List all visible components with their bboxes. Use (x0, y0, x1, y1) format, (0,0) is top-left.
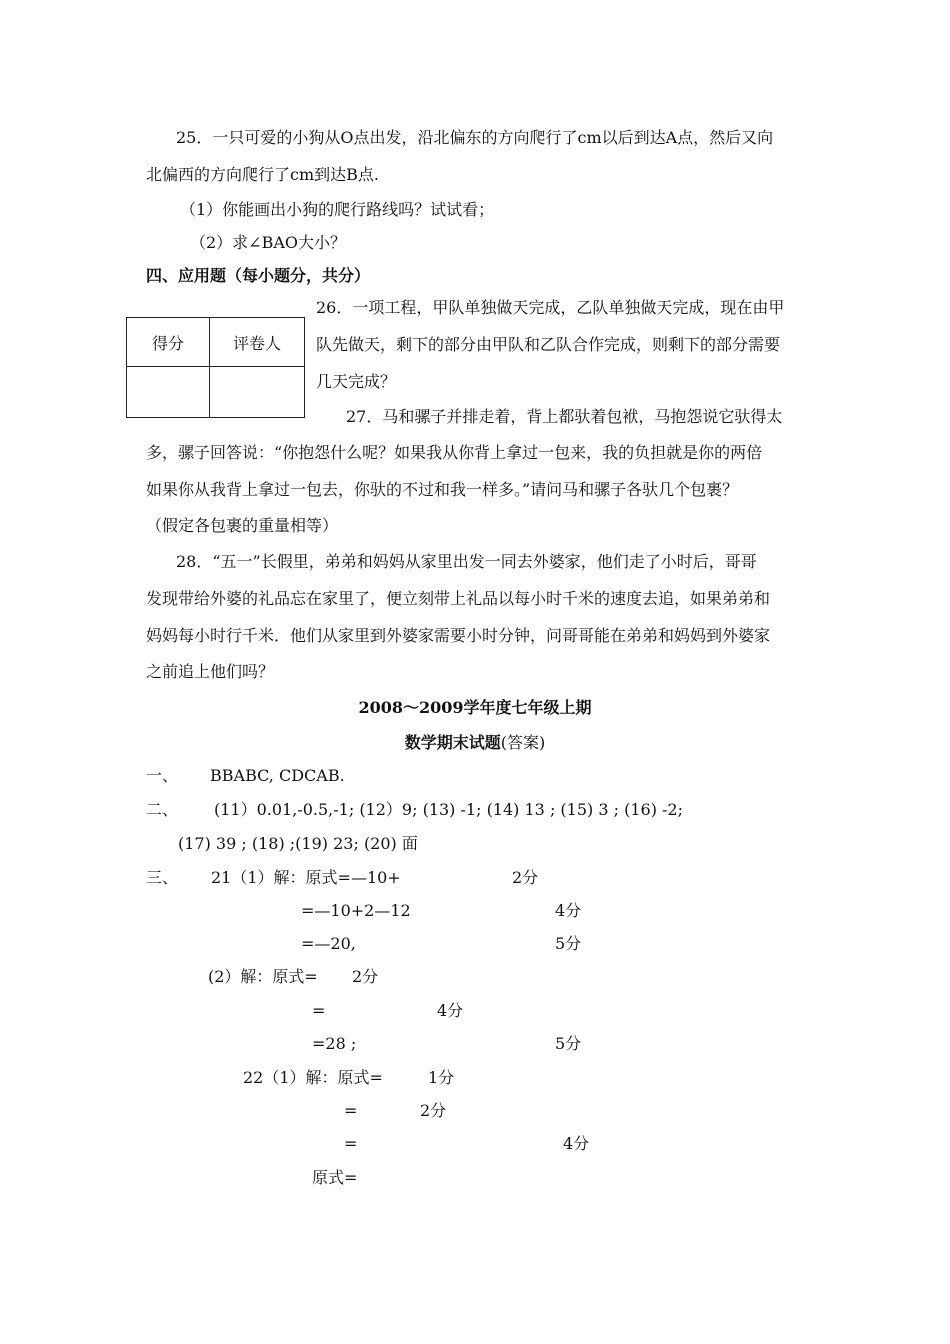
q25-line2: 北偏西的方向爬行了cm到达B点. (146, 165, 379, 184)
answer-subtitle (0, 733, 950, 753)
ans3-expr-4: (2）解：原式= (208, 967, 318, 986)
answer-subtitle-tail: (答案) (500, 733, 546, 752)
q25-sub2: （2）求∠BAO大小？ (190, 233, 347, 252)
ans2-num: 二、 (146, 800, 179, 819)
ans2-line2: (17) 39 ; (18) ;(19) 23; (20) 面 (178, 834, 418, 853)
q27-line2: 多，骡子回答说：“你抱怨什么呢？如果我从你背上拿过一包来，我的负担就是你的两倍 (146, 443, 763, 462)
ans3-num: 三、 (146, 868, 179, 887)
ans3-expr-1: 21（1）解：原式=—10+ (211, 868, 401, 887)
ans3-expr-10: 原式= (312, 1168, 358, 1187)
q27-line1: 27．马和骡子并排走着，背上都驮着包袱，马抱怨说它驮得太 (346, 407, 783, 426)
answer-title: 2008～2009学年度七年级上期 (358, 698, 592, 717)
ans3-score-2: 4分 (555, 901, 582, 920)
answer-subtitle-bold: 数学期末试题 (404, 733, 501, 752)
ans3-expr-2: =—10+2—12 (301, 901, 411, 920)
ans3-score-5: 4分 (437, 1001, 464, 1020)
q27-line4: （假定各包裹的重量相等） (146, 516, 339, 535)
ans1-num: 一、 (146, 766, 179, 785)
ans3-expr-9: = (344, 1134, 358, 1153)
q26-line1: 26．一项工程，甲队单独做天完成，乙队单独做天完成，现在由甲 (316, 298, 785, 317)
q28-line4: 之前追上他们吗？ (146, 662, 275, 681)
ans3-expr-7: 22（1）解：原式= (243, 1068, 383, 1087)
ans1-text: BBABC, CDCAB. (210, 766, 345, 785)
q26-line2: 队先做天，剩下的部分由甲队和乙队合作完成，则剩下的部分需要 (316, 335, 781, 354)
ans3-expr-8: = (344, 1101, 358, 1120)
q25-sub1: （1）你能画出小狗的爬行路线吗？试试看； (180, 200, 495, 219)
ans3-expr-6: =28 ; (312, 1034, 357, 1053)
q27-line3: 如果你从我背上拿过一包去，你驮的不过和我一样多。”请问马和骡子各驮几个包裹？ (146, 480, 739, 499)
q25-line1: 25．一只可爱的小狗从O点出发，沿北偏东的方向爬行了cm以后到达A点，然后又向 (176, 128, 774, 147)
score-table (126, 317, 305, 418)
ans3-expr-5: = (312, 1001, 326, 1020)
grader-cell (210, 367, 305, 418)
q26-line3: 几天完成？ (316, 372, 397, 391)
score-header: 得分 (127, 318, 210, 367)
ans3-score-3: 5分 (555, 934, 582, 953)
q28-line3: 妈妈每小时行千米．他们从家里到外婆家需要小时分钟，问哥哥能在弟弟和妈妈到外婆家 (146, 626, 771, 645)
ans3-score-7: 1分 (428, 1068, 455, 1087)
ans3-score-4: 2分 (352, 967, 379, 986)
section-title: 四、应用题（每小题分，共分） (146, 266, 371, 285)
grader-header: 评卷人 (210, 318, 305, 367)
q28-line2: 发现带给外婆的礼品忘在家里了，便立刻带上礼品以每小时千米的速度去追，如果弟弟和 (146, 589, 771, 608)
ans3-score-9: 4分 (563, 1134, 590, 1153)
ans3-score-6: 5分 (555, 1034, 582, 1053)
ans3-score-1: 2分 (512, 868, 539, 887)
score-cell (127, 367, 210, 418)
q28-line1: 28．“五一”长假里，弟弟和妈妈从家里出发一同去外婆家，他们走了小时后，哥哥 (176, 552, 757, 571)
ans3-score-8: 2分 (420, 1101, 447, 1120)
ans3-expr-3: =—20, (301, 934, 356, 953)
ans2-line1: (11）0.01,-0.5,-1; (12）9; (13) -1; (14) 13 ; (15) 3 ; (16) -2; (214, 800, 683, 819)
